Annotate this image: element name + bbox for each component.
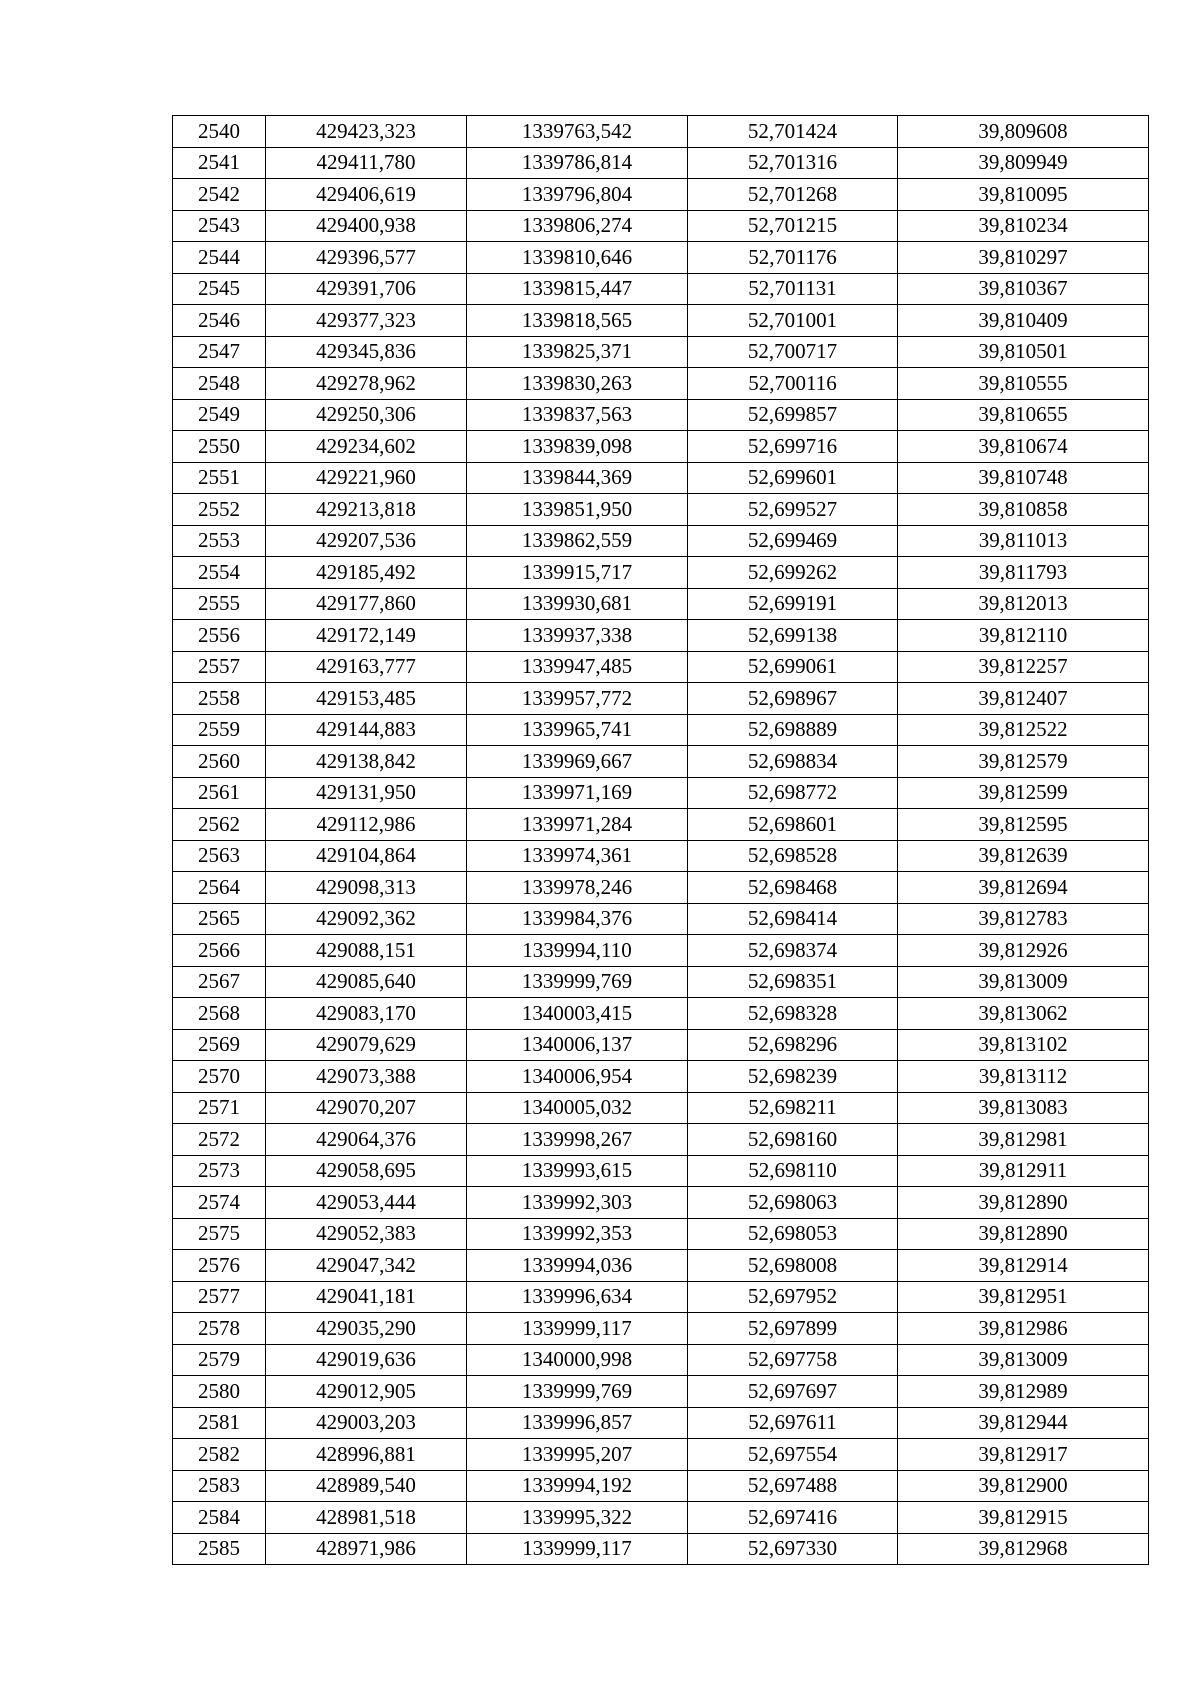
latitude-cell: 52,697554 <box>688 1439 898 1471</box>
longitude-cell: 39,812694 <box>898 872 1149 904</box>
x-coordinate-cell: 428981,518 <box>266 1502 467 1534</box>
point-number-cell: 2552 <box>173 494 266 526</box>
table-row <box>173 525 1149 557</box>
longitude-cell: 39,810858 <box>898 494 1149 526</box>
longitude-cell: 39,810367 <box>898 273 1149 305</box>
point-number-cell: 2573 <box>173 1155 266 1187</box>
latitude-cell: 52,699527 <box>688 494 898 526</box>
x-coordinate-cell: 429012,905 <box>266 1376 467 1408</box>
y-coordinate-cell: 1339994,036 <box>467 1250 688 1282</box>
longitude-cell: 39,810555 <box>898 368 1149 400</box>
latitude-cell: 52,698889 <box>688 714 898 746</box>
y-coordinate-cell: 1339969,667 <box>467 746 688 778</box>
table-row <box>173 210 1149 242</box>
latitude-cell: 52,699262 <box>688 557 898 589</box>
y-coordinate-cell: 1339806,274 <box>467 210 688 242</box>
x-coordinate-cell: 429035,290 <box>266 1313 467 1345</box>
table-row <box>173 1533 1149 1565</box>
point-number-cell: 2568 <box>173 998 266 1030</box>
point-number-cell: 2561 <box>173 777 266 809</box>
point-number-cell: 2556 <box>173 620 266 652</box>
x-coordinate-cell: 429163,777 <box>266 651 467 683</box>
table-row <box>173 840 1149 872</box>
longitude-cell: 39,812926 <box>898 935 1149 967</box>
x-coordinate-cell: 429396,577 <box>266 242 467 274</box>
table-row <box>173 431 1149 463</box>
longitude-cell: 39,813102 <box>898 1029 1149 1061</box>
longitude-cell: 39,810655 <box>898 399 1149 431</box>
coordinates-table <box>172 115 1149 1565</box>
table-row <box>173 1407 1149 1439</box>
y-coordinate-cell: 1339998,267 <box>467 1124 688 1156</box>
longitude-cell: 39,811793 <box>898 557 1149 589</box>
latitude-cell: 52,701001 <box>688 305 898 337</box>
y-coordinate-cell: 1339837,563 <box>467 399 688 431</box>
x-coordinate-cell: 429079,629 <box>266 1029 467 1061</box>
longitude-cell: 39,812890 <box>898 1187 1149 1219</box>
table-row <box>173 683 1149 715</box>
table-row <box>173 1313 1149 1345</box>
table-row <box>173 1218 1149 1250</box>
x-coordinate-cell: 429278,962 <box>266 368 467 400</box>
x-coordinate-cell: 429207,536 <box>266 525 467 557</box>
longitude-cell: 39,810748 <box>898 462 1149 494</box>
longitude-cell: 39,812900 <box>898 1470 1149 1502</box>
x-coordinate-cell: 429185,492 <box>266 557 467 589</box>
point-number-cell: 2555 <box>173 588 266 620</box>
table-row <box>173 1029 1149 1061</box>
table-row <box>173 746 1149 778</box>
point-number-cell: 2572 <box>173 1124 266 1156</box>
table-row <box>173 1281 1149 1313</box>
latitude-cell: 52,697899 <box>688 1313 898 1345</box>
longitude-cell: 39,810297 <box>898 242 1149 274</box>
longitude-cell: 39,812110 <box>898 620 1149 652</box>
point-number-cell: 2585 <box>173 1533 266 1565</box>
latitude-cell: 52,699061 <box>688 651 898 683</box>
x-coordinate-cell: 429423,323 <box>266 116 467 148</box>
y-coordinate-cell: 1339839,098 <box>467 431 688 463</box>
latitude-cell: 52,697952 <box>688 1281 898 1313</box>
longitude-cell: 39,812407 <box>898 683 1149 715</box>
latitude-cell: 52,698063 <box>688 1187 898 1219</box>
longitude-cell: 39,813083 <box>898 1092 1149 1124</box>
y-coordinate-cell: 1339984,376 <box>467 903 688 935</box>
y-coordinate-cell: 1339965,741 <box>467 714 688 746</box>
x-coordinate-cell: 429153,485 <box>266 683 467 715</box>
longitude-cell: 39,812917 <box>898 1439 1149 1471</box>
longitude-cell: 39,812639 <box>898 840 1149 872</box>
latitude-cell: 52,699469 <box>688 525 898 557</box>
latitude-cell: 52,698160 <box>688 1124 898 1156</box>
point-number-cell: 2577 <box>173 1281 266 1313</box>
latitude-cell: 52,698351 <box>688 966 898 998</box>
y-coordinate-cell: 1339994,192 <box>467 1470 688 1502</box>
x-coordinate-cell: 429083,170 <box>266 998 467 1030</box>
point-number-cell: 2542 <box>173 179 266 211</box>
longitude-cell: 39,810234 <box>898 210 1149 242</box>
latitude-cell: 52,699138 <box>688 620 898 652</box>
x-coordinate-cell: 429138,842 <box>266 746 467 778</box>
point-number-cell: 2574 <box>173 1187 266 1219</box>
longitude-cell: 39,812989 <box>898 1376 1149 1408</box>
x-coordinate-cell: 429250,306 <box>266 399 467 431</box>
table-row <box>173 714 1149 746</box>
table-row <box>173 147 1149 179</box>
point-number-cell: 2575 <box>173 1218 266 1250</box>
x-coordinate-cell: 429041,181 <box>266 1281 467 1313</box>
latitude-cell: 52,697488 <box>688 1470 898 1502</box>
latitude-cell: 52,698468 <box>688 872 898 904</box>
table-row <box>173 336 1149 368</box>
latitude-cell: 52,698601 <box>688 809 898 841</box>
y-coordinate-cell: 1340005,032 <box>467 1092 688 1124</box>
point-number-cell: 2546 <box>173 305 266 337</box>
longitude-cell: 39,813009 <box>898 1344 1149 1376</box>
x-coordinate-cell: 429085,640 <box>266 966 467 998</box>
point-number-cell: 2553 <box>173 525 266 557</box>
table-row <box>173 1155 1149 1187</box>
x-coordinate-cell: 429112,986 <box>266 809 467 841</box>
longitude-cell: 39,810409 <box>898 305 1149 337</box>
x-coordinate-cell: 429377,323 <box>266 305 467 337</box>
longitude-cell: 39,812914 <box>898 1250 1149 1282</box>
longitude-cell: 39,812599 <box>898 777 1149 809</box>
y-coordinate-cell: 1339999,769 <box>467 966 688 998</box>
point-number-cell: 2557 <box>173 651 266 683</box>
y-coordinate-cell: 1339815,447 <box>467 273 688 305</box>
y-coordinate-cell: 1339957,772 <box>467 683 688 715</box>
latitude-cell: 52,698414 <box>688 903 898 935</box>
point-number-cell: 2543 <box>173 210 266 242</box>
table-row <box>173 588 1149 620</box>
longitude-cell: 39,812915 <box>898 1502 1149 1534</box>
table-row <box>173 1250 1149 1282</box>
y-coordinate-cell: 1339844,369 <box>467 462 688 494</box>
y-coordinate-cell: 1339995,322 <box>467 1502 688 1534</box>
longitude-cell: 39,812986 <box>898 1313 1149 1345</box>
x-coordinate-cell: 429411,780 <box>266 147 467 179</box>
table-row <box>173 966 1149 998</box>
table-row <box>173 1376 1149 1408</box>
latitude-cell: 52,698834 <box>688 746 898 778</box>
y-coordinate-cell: 1339996,857 <box>467 1407 688 1439</box>
y-coordinate-cell: 1339825,371 <box>467 336 688 368</box>
table-row <box>173 1470 1149 1502</box>
x-coordinate-cell: 429213,818 <box>266 494 467 526</box>
table-row <box>173 903 1149 935</box>
y-coordinate-cell: 1339796,804 <box>467 179 688 211</box>
table-row <box>173 809 1149 841</box>
x-coordinate-cell: 429019,636 <box>266 1344 467 1376</box>
x-coordinate-cell: 429131,950 <box>266 777 467 809</box>
longitude-cell: 39,812951 <box>898 1281 1149 1313</box>
point-number-cell: 2566 <box>173 935 266 967</box>
latitude-cell: 52,700116 <box>688 368 898 400</box>
point-number-cell: 2551 <box>173 462 266 494</box>
latitude-cell: 52,697330 <box>688 1533 898 1565</box>
y-coordinate-cell: 1339971,169 <box>467 777 688 809</box>
longitude-cell: 39,812579 <box>898 746 1149 778</box>
latitude-cell: 52,699601 <box>688 462 898 494</box>
table-row <box>173 557 1149 589</box>
x-coordinate-cell: 429053,444 <box>266 1187 467 1219</box>
y-coordinate-cell: 1339930,681 <box>467 588 688 620</box>
y-coordinate-cell: 1339992,303 <box>467 1187 688 1219</box>
latitude-cell: 52,698239 <box>688 1061 898 1093</box>
latitude-cell: 52,700717 <box>688 336 898 368</box>
y-coordinate-cell: 1339996,634 <box>467 1281 688 1313</box>
point-number-cell: 2549 <box>173 399 266 431</box>
longitude-cell: 39,812968 <box>898 1533 1149 1565</box>
x-coordinate-cell: 429104,864 <box>266 840 467 872</box>
y-coordinate-cell: 1339971,284 <box>467 809 688 841</box>
y-coordinate-cell: 1340006,137 <box>467 1029 688 1061</box>
x-coordinate-cell: 429234,602 <box>266 431 467 463</box>
longitude-cell: 39,809608 <box>898 116 1149 148</box>
latitude-cell: 52,701424 <box>688 116 898 148</box>
latitude-cell: 52,701268 <box>688 179 898 211</box>
longitude-cell: 39,813009 <box>898 966 1149 998</box>
y-coordinate-cell: 1339999,117 <box>467 1533 688 1565</box>
y-coordinate-cell: 1339974,361 <box>467 840 688 872</box>
longitude-cell: 39,811013 <box>898 525 1149 557</box>
point-number-cell: 2583 <box>173 1470 266 1502</box>
point-number-cell: 2578 <box>173 1313 266 1345</box>
longitude-cell: 39,812257 <box>898 651 1149 683</box>
table-row <box>173 935 1149 967</box>
longitude-cell: 39,812911 <box>898 1155 1149 1187</box>
x-coordinate-cell: 429400,938 <box>266 210 467 242</box>
latitude-cell: 52,699716 <box>688 431 898 463</box>
longitude-cell: 39,810095 <box>898 179 1149 211</box>
y-coordinate-cell: 1340003,415 <box>467 998 688 1030</box>
y-coordinate-cell: 1339992,353 <box>467 1218 688 1250</box>
y-coordinate-cell: 1339995,207 <box>467 1439 688 1471</box>
x-coordinate-cell: 428996,881 <box>266 1439 467 1471</box>
y-coordinate-cell: 1339999,769 <box>467 1376 688 1408</box>
point-number-cell: 2576 <box>173 1250 266 1282</box>
longitude-cell: 39,812783 <box>898 903 1149 935</box>
longitude-cell: 39,812981 <box>898 1124 1149 1156</box>
point-number-cell: 2544 <box>173 242 266 274</box>
y-coordinate-cell: 1339947,485 <box>467 651 688 683</box>
latitude-cell: 52,697758 <box>688 1344 898 1376</box>
longitude-cell: 39,812522 <box>898 714 1149 746</box>
x-coordinate-cell: 429092,362 <box>266 903 467 935</box>
point-number-cell: 2584 <box>173 1502 266 1534</box>
table-row <box>173 998 1149 1030</box>
x-coordinate-cell: 429406,619 <box>266 179 467 211</box>
point-number-cell: 2580 <box>173 1376 266 1408</box>
x-coordinate-cell: 428971,986 <box>266 1533 467 1565</box>
latitude-cell: 52,698110 <box>688 1155 898 1187</box>
point-number-cell: 2563 <box>173 840 266 872</box>
latitude-cell: 52,701131 <box>688 273 898 305</box>
longitude-cell: 39,813062 <box>898 998 1149 1030</box>
table-row <box>173 872 1149 904</box>
latitude-cell: 52,701176 <box>688 242 898 274</box>
table-row <box>173 620 1149 652</box>
table-row <box>173 1439 1149 1471</box>
y-coordinate-cell: 1339786,814 <box>467 147 688 179</box>
point-number-cell: 2569 <box>173 1029 266 1061</box>
x-coordinate-cell: 429073,388 <box>266 1061 467 1093</box>
table-row <box>173 462 1149 494</box>
point-number-cell: 2554 <box>173 557 266 589</box>
longitude-cell: 39,810674 <box>898 431 1149 463</box>
x-coordinate-cell: 429221,960 <box>266 462 467 494</box>
table-row <box>173 1502 1149 1534</box>
latitude-cell: 52,698328 <box>688 998 898 1030</box>
point-number-cell: 2545 <box>173 273 266 305</box>
y-coordinate-cell: 1339994,110 <box>467 935 688 967</box>
point-number-cell: 2570 <box>173 1061 266 1093</box>
table-row <box>173 777 1149 809</box>
table-row <box>173 1187 1149 1219</box>
point-number-cell: 2547 <box>173 336 266 368</box>
table-row <box>173 179 1149 211</box>
longitude-cell: 39,813112 <box>898 1061 1149 1093</box>
y-coordinate-cell: 1339810,646 <box>467 242 688 274</box>
x-coordinate-cell: 429098,313 <box>266 872 467 904</box>
table-row <box>173 1124 1149 1156</box>
longitude-cell: 39,812013 <box>898 588 1149 620</box>
table-row <box>173 368 1149 400</box>
x-coordinate-cell: 429064,376 <box>266 1124 467 1156</box>
longitude-cell: 39,809949 <box>898 147 1149 179</box>
latitude-cell: 52,698967 <box>688 683 898 715</box>
y-coordinate-cell: 1339978,246 <box>467 872 688 904</box>
latitude-cell: 52,697416 <box>688 1502 898 1534</box>
point-number-cell: 2540 <box>173 116 266 148</box>
table-row <box>173 651 1149 683</box>
latitude-cell: 52,699857 <box>688 399 898 431</box>
point-number-cell: 2565 <box>173 903 266 935</box>
longitude-cell: 39,812890 <box>898 1218 1149 1250</box>
x-coordinate-cell: 429172,149 <box>266 620 467 652</box>
latitude-cell: 52,698296 <box>688 1029 898 1061</box>
table-row <box>173 399 1149 431</box>
table-row <box>173 1092 1149 1124</box>
table-row <box>173 116 1149 148</box>
latitude-cell: 52,698528 <box>688 840 898 872</box>
point-number-cell: 2560 <box>173 746 266 778</box>
latitude-cell: 52,701316 <box>688 147 898 179</box>
y-coordinate-cell: 1339763,542 <box>467 116 688 148</box>
longitude-cell: 39,812944 <box>898 1407 1149 1439</box>
x-coordinate-cell: 429144,883 <box>266 714 467 746</box>
y-coordinate-cell: 1340006,954 <box>467 1061 688 1093</box>
y-coordinate-cell: 1339851,950 <box>467 494 688 526</box>
x-coordinate-cell: 429088,151 <box>266 935 467 967</box>
y-coordinate-cell: 1339830,263 <box>467 368 688 400</box>
x-coordinate-cell: 429070,207 <box>266 1092 467 1124</box>
latitude-cell: 52,699191 <box>688 588 898 620</box>
latitude-cell: 52,698211 <box>688 1092 898 1124</box>
x-coordinate-cell: 429052,383 <box>266 1218 467 1250</box>
y-coordinate-cell: 1339993,615 <box>467 1155 688 1187</box>
y-coordinate-cell: 1340000,998 <box>467 1344 688 1376</box>
latitude-cell: 52,697611 <box>688 1407 898 1439</box>
table-row <box>173 305 1149 337</box>
x-coordinate-cell: 428989,540 <box>266 1470 467 1502</box>
point-number-cell: 2564 <box>173 872 266 904</box>
longitude-cell: 39,812595 <box>898 809 1149 841</box>
point-number-cell: 2548 <box>173 368 266 400</box>
point-number-cell: 2582 <box>173 1439 266 1471</box>
latitude-cell: 52,698772 <box>688 777 898 809</box>
x-coordinate-cell: 429345,836 <box>266 336 467 368</box>
coordinates-table-body <box>173 116 1149 1565</box>
latitude-cell: 52,698374 <box>688 935 898 967</box>
point-number-cell: 2571 <box>173 1092 266 1124</box>
longitude-cell: 39,810501 <box>898 336 1149 368</box>
x-coordinate-cell: 429047,342 <box>266 1250 467 1282</box>
latitude-cell: 52,698053 <box>688 1218 898 1250</box>
y-coordinate-cell: 1339915,717 <box>467 557 688 589</box>
y-coordinate-cell: 1339937,338 <box>467 620 688 652</box>
point-number-cell: 2567 <box>173 966 266 998</box>
table-row <box>173 1344 1149 1376</box>
point-number-cell: 2579 <box>173 1344 266 1376</box>
x-coordinate-cell: 429058,695 <box>266 1155 467 1187</box>
y-coordinate-cell: 1339862,559 <box>467 525 688 557</box>
point-number-cell: 2558 <box>173 683 266 715</box>
table-row <box>173 1061 1149 1093</box>
latitude-cell: 52,698008 <box>688 1250 898 1282</box>
point-number-cell: 2581 <box>173 1407 266 1439</box>
latitude-cell: 52,701215 <box>688 210 898 242</box>
table-row <box>173 242 1149 274</box>
x-coordinate-cell: 429003,203 <box>266 1407 467 1439</box>
table-row <box>173 494 1149 526</box>
x-coordinate-cell: 429391,706 <box>266 273 467 305</box>
latitude-cell: 52,697697 <box>688 1376 898 1408</box>
point-number-cell: 2550 <box>173 431 266 463</box>
point-number-cell: 2562 <box>173 809 266 841</box>
y-coordinate-cell: 1339999,117 <box>467 1313 688 1345</box>
x-coordinate-cell: 429177,860 <box>266 588 467 620</box>
point-number-cell: 2559 <box>173 714 266 746</box>
table-row <box>173 273 1149 305</box>
y-coordinate-cell: 1339818,565 <box>467 305 688 337</box>
point-number-cell: 2541 <box>173 147 266 179</box>
